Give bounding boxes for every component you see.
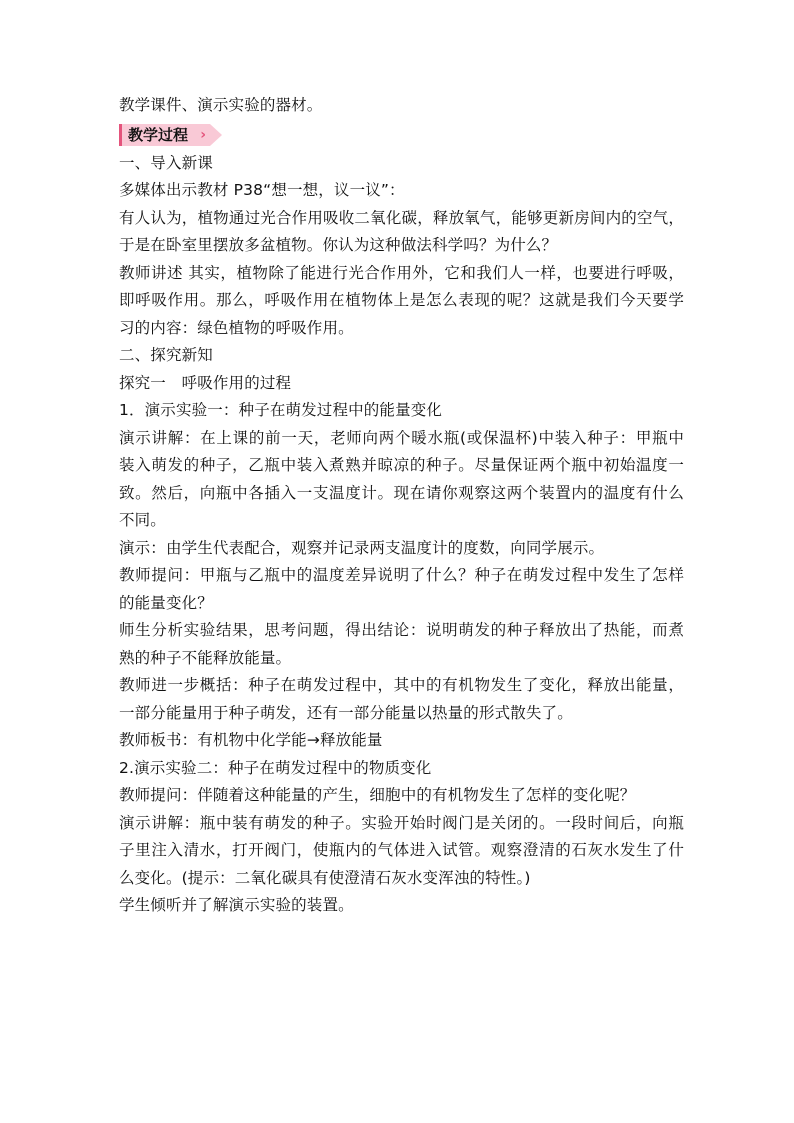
text-line: 即呼吸作用。那么，呼吸作用在植物体上是怎么表现的呢？这就是我们今天要学	[119, 291, 684, 309]
text-line: 演示讲解：瓶中装有萌发的种子。实验开始时阀门是关闭的。一段时间后，向瓶	[119, 813, 684, 832]
text-line: 教师提问：甲瓶与乙瓶中的温度差异说明了什么？种子在萌发过程中发生了怎样	[119, 566, 684, 584]
text-line: 1．演示实验一：种子在萌发过程中的能量变化	[119, 401, 443, 419]
text-line: 一、导入新课	[119, 153, 213, 172]
section-header-row	[119, 120, 684, 150]
text-line: 多媒体出示教材 P38“想一想，议一议”：	[119, 181, 405, 199]
text-line: 教师提问：伴随着这种能量的产生，细胞中的有机物发生了怎样的变化呢？	[119, 786, 636, 804]
lesson-content	[119, 92, 684, 920]
text-line: 装入萌发的种子，乙瓶中装入煮熟并晾凉的种子。尽量保证两个瓶中初始温度一	[119, 456, 684, 474]
text-line: 致。然后，向瓶中各插入一支温度计。现在请你观察这两个装置内的温度有什么	[119, 483, 684, 502]
chevron-right-icon: ›	[200, 126, 207, 143]
text-line: 熟的种子不能释放能量。	[119, 648, 292, 667]
text-line: 教师板书：有机物中化学能→释放能量	[119, 731, 383, 749]
text-line: 演示：由学生代表配合，观察并记录两支温度计的度数，向同学展示。	[119, 538, 605, 557]
text-line: 探究一 呼吸作用的过程	[119, 373, 292, 392]
text-line: 习的内容：绿色植物的呼吸作用。	[119, 318, 354, 337]
text-line: 师生分析实验结果，思考问题，得出结论：说明萌发的种子释放出了热能，而煮	[119, 621, 684, 639]
text-line: 于是在卧室里摆放多盆植物。你认为这种做法科学吗？为什么？	[119, 236, 558, 254]
text-line: 教师讲述 其实，植物除了能进行光合作用外，它和我们人一样，也要进行呼吸，	[119, 263, 684, 282]
text-line: 演示讲解：在上课的前一天，老师向两个暖水瓶(或保温杯)中装入种子：甲瓶中	[119, 428, 684, 447]
text-line: 学生倾听并了解演示实验的装置。	[119, 896, 354, 914]
section-badge	[119, 124, 210, 146]
text-line: 二、探究新知	[119, 346, 213, 364]
text-line: 2.演示实验二：种子在萌发过程中的物质变化	[119, 758, 432, 777]
text-line: 不同。	[119, 511, 166, 529]
text-line: 么变化。(提示：二氧化碳具有使澄清石灰水变浑浊的特性。)	[119, 868, 531, 887]
materials-line: 教学课件、演示实验的器材。	[119, 96, 323, 114]
text-line: 子里注入清水，打开阀门，使瓶内的气体进入试管。观察澄清的石灰水发生了什	[119, 841, 684, 859]
text-line: 有人认为，植物通过光合作用吸收二氧化碳，释放氧气，能够更新房间内的空气，	[119, 208, 684, 227]
text-line: 一部分能量用于种子萌发，还有一部分能量以热量的形式散失了。	[119, 703, 573, 722]
section-badge-label: 教学过程	[128, 125, 189, 144]
text-line: 教师进一步概括：种子在萌发过程中，其中的有机物发生了变化，释放出能量，	[119, 676, 684, 694]
text-line: 的能量变化？	[119, 593, 213, 612]
